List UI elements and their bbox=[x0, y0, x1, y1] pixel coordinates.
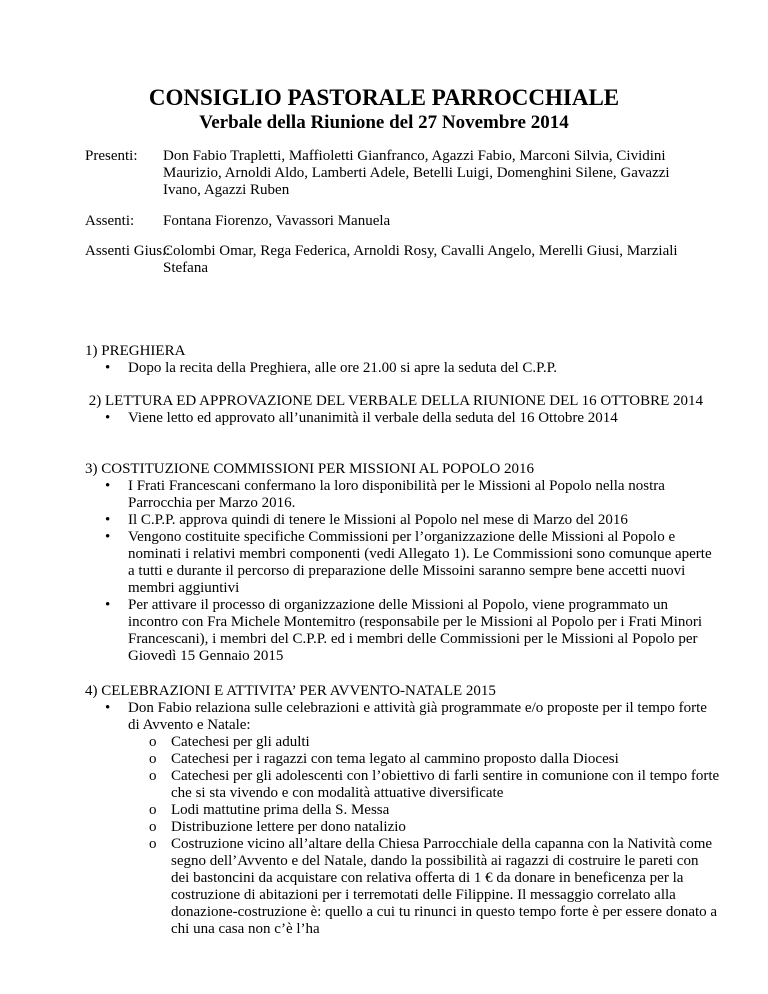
document-subtitle: Verbale della Riunione del 27 Novembre 2014 bbox=[199, 112, 569, 133]
section-title: 2) LETTURA ED APPROVAZIONE DEL VERBALE DELLA RIUNIONE DEL 16 OTTOBRE 2014 bbox=[85, 393, 704, 409]
section-title: 1) PREGHIERA bbox=[85, 343, 186, 359]
list-item: • Per attivare il processo di organizzazione delle Missioni al Popolo, viene programmato un incontro con Fra Michele Montemitro (responsabile per le Missioni al Popolo per i Frati Minori Francescani), i membri del C.P.P. ed i membri delle Commissioni per le Missioni al Popolo per Giovedì 15 Gennaio 2015 bbox=[85, 597, 720, 665]
sub-list-item: o Catechesi per gli adolescenti con l’obiettivo di farli sentire in comunione con il tempo forte che si sta vivendo e con modalità attuative diversificate bbox=[128, 768, 720, 802]
list-item bbox=[85, 700, 720, 938]
sub-list-item: o Catechesi per i ragazzi con tema legato al cammino proposto dalla Diocesi bbox=[128, 751, 720, 768]
presenti-value: Don Fabio Trapletti, Maffioletti Gianfranco, Agazzi Fabio, Marconi Silvia, Cividini Maurizio, Arnoldi Aldo, Lamberti Adele, Betelli Luigi, Domenghini Silene, Gavazzi Ivano, Agazzi Ruben bbox=[163, 148, 670, 198]
list-item: • Dopo la recita della Preghiera, alle ore 21.00 si apre la seduta del C.P.P. bbox=[85, 360, 720, 377]
list-item: • Viene letto ed approvato all’unanimità il verbale della seduta del 16 Ottobre 2014 bbox=[85, 410, 720, 427]
presenti-label: Presenti: bbox=[85, 148, 138, 164]
section-title: 3) COSTITUZIONE COMMISSIONI PER MISSIONI AL POPOLO 2016 bbox=[85, 461, 535, 477]
section-avvento-natale bbox=[85, 683, 720, 938]
sub-list-item: o Costruzione vicino all’altare della Chiesa Parrocchiale della capanna con la Natività come segno dell’Avvento e del Natale, dando la possibilità ai ragazzi di costruire le pareti con dei bastoncini da acquistare con relativa offerta di 1 € da donare in beneficenza per la costruzione di abitazioni per i terremotati delle Filippine. Il messaggio correlato alla donazione-costruzione è: quello a cui tu rinunci in questo tempo forte è per essere donato a chi una casa non c’è l’ha bbox=[128, 836, 720, 938]
assenti-giustificati-value: Colombi Omar, Rega Federica, Arnoldi Rosy, Cavalli Angelo, Merelli Giusi, Marziali Stefana bbox=[163, 243, 678, 276]
section-preghiera bbox=[85, 343, 720, 377]
assenti-value: Fontana Fiorenzo, Vavassori Manuela bbox=[163, 213, 391, 229]
sub-list-item: o Lodi mattutine prima della S. Messa bbox=[128, 802, 720, 819]
list-item: • Il C.P.P. approva quindi di tenere le Missioni al Popolo nel mese di Marzo del 2016 bbox=[85, 512, 720, 529]
assenti-label: Assenti: bbox=[85, 213, 135, 229]
section-intro: • Don Fabio relaziona sulle celebrazioni e attività già programmate e/o proposte per il tempo forte di Avvento e Natale: bbox=[128, 700, 707, 733]
document-title: CONSIGLIO PASTORALE PARROCCHIALE bbox=[148, 85, 620, 110]
section-title: 4) CELEBRAZIONI E ATTIVITA’ PER AVVENTO-NATALE 2015 bbox=[85, 683, 496, 699]
section-commissioni-missioni bbox=[85, 461, 720, 665]
sub-list-item: o Catechesi per gli adulti bbox=[128, 734, 720, 751]
list-item: • Vengono costituite specifiche Commissioni per l’organizzazione delle Missioni al Popolo e nominati i relativi membri componenti (vedi Allegato 1). Le Commissioni sono comunque aperte a tutti e durante il percorso di preparazione delle Missoini saranno sempre bene accetti nuovi membri aggiuntivi bbox=[85, 529, 720, 597]
assenti-giustificati-label: Assenti Gius.: bbox=[85, 243, 171, 259]
sub-list-item: o Distribuzione lettere per dono natalizio bbox=[128, 819, 720, 836]
list-item: • I Frati Francescani confermano la loro disponibilità per le Missioni al Popolo nella nostra Parrocchia per Marzo 2016. bbox=[85, 478, 720, 512]
section-lettura-verbale bbox=[85, 393, 720, 427]
